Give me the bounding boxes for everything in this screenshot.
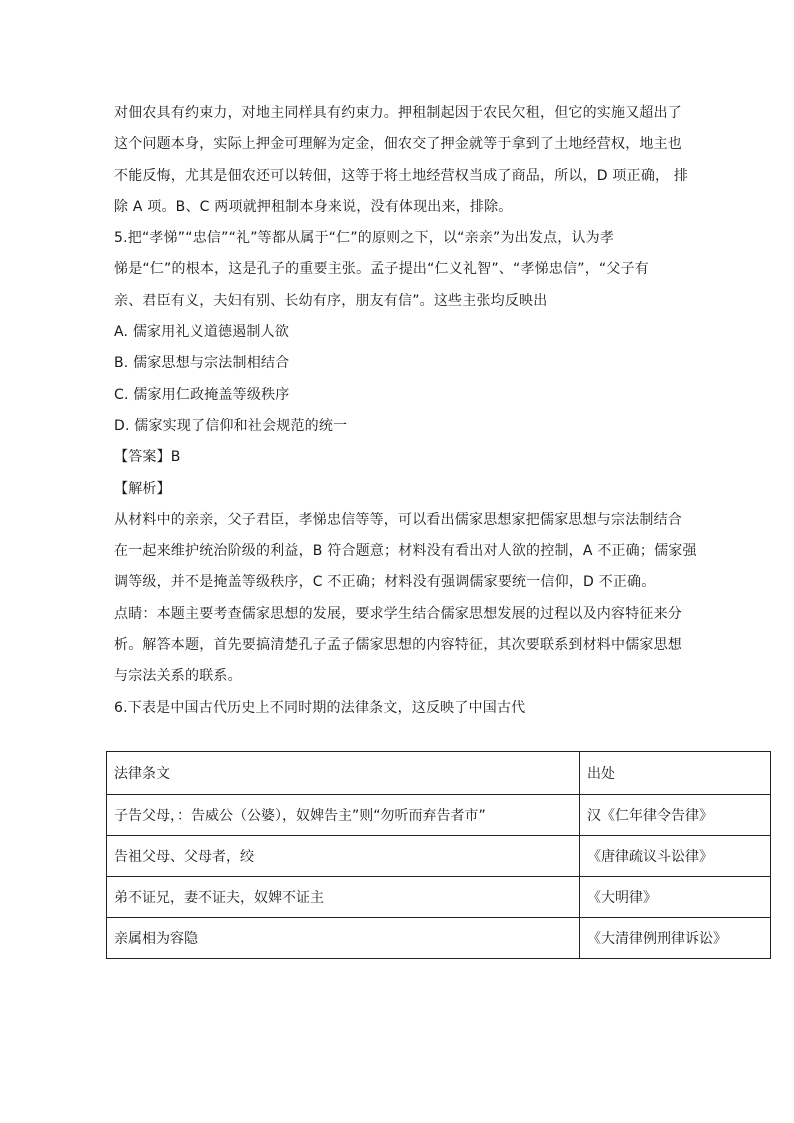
analysis-line: 在一起来维护统治阶级的利益，B 符合题意；材料没有看出对人欲的控制，A 不正确；儒家强 xyxy=(114,543,697,560)
law-text-cell: 子告父母，：告威公（公婆），奴婢告主”则“勿听而弃告者市” xyxy=(107,795,580,836)
analysis-line: 调等级，并不是掩盖等级秩序，C 不正确；材料没有强调儒家要统一信仰，D 不正确。 xyxy=(114,574,656,591)
analysis-label: 【解析】 xyxy=(114,480,171,497)
table-row xyxy=(107,836,771,877)
law-text-cell: 亲属相为容隐 xyxy=(107,918,580,959)
table-row xyxy=(107,795,771,836)
law-table xyxy=(106,751,771,959)
paragraph-line: 除 A 项。B、C 两项就押租制本身来说，没有体现出来，排除。 xyxy=(114,198,513,215)
header-cell-law: 法律条文 xyxy=(107,752,580,795)
source-cell: 《大清律例刑律诉讼》 xyxy=(580,918,771,959)
source-cell: 《大明律》 xyxy=(580,877,771,918)
option-b: B. 儒家思想与宗法制相结合 xyxy=(114,355,290,372)
table-row xyxy=(107,918,771,959)
answer-label: 【答案】B xyxy=(114,449,181,466)
paragraph-line: 对佃农具有约束力，对地主同样具有约束力。押租制起因于农民欠租，但它的实施又超出了 xyxy=(114,105,682,121)
table-header-row xyxy=(107,752,771,795)
comment-line: 点睛：本题主要考查儒家思想的发展，要求学生结合儒家思想发展的过程以及内容特征来分 xyxy=(114,605,682,622)
law-text-cell: 告祖父母、父母者，绞 xyxy=(107,836,580,877)
option-c: C. 儒家用仁政掩盖等级秩序 xyxy=(114,386,290,403)
paragraph-line: 不能反悔，尤其是佃农还可以转佃，这等于将土地经营权当成了商品，所以，D 项正确， 排 xyxy=(114,167,689,184)
document-body xyxy=(114,98,697,724)
comment-line: 析。解答本题，首先要搞清楚孔子孟子儒家思想的内容特征，其次要联系到材料中儒家思想 xyxy=(114,637,682,654)
question-5-stem: 悌是“仁”的根本，这是孔子的重要主张。孟子提出“仁义礼智”、“孝悌忠信”，“父子有 xyxy=(114,261,649,278)
source-cell: 汉《仁年律令告律》 xyxy=(580,795,771,836)
law-text-cell: 弟不证兄，妻不证夫，奴婢不证主 xyxy=(107,877,580,918)
source-cell: 《唐律疏议斗讼律》 xyxy=(580,836,771,877)
header-cell-source: 出处 xyxy=(580,752,771,795)
option-a: A. 儒家用礼义道德遏制人欲 xyxy=(114,324,290,341)
paragraph-line: 这个问题本身，实际上押金可理解为定金，佃农交了押金就等于拿到了土地经营权，地主也 xyxy=(114,136,682,153)
table-row xyxy=(107,877,771,918)
analysis-line: 从材料中的亲亲，父子君臣，孝悌忠信等等，可以看出儒家思想家把儒家思想与宗法制结合 xyxy=(114,511,682,528)
question-6-stem: 6.下表是中国古代历史上不同时期的法律条文，这反映了中国古代 xyxy=(114,699,526,716)
question-5-stem: 5.把“孝悌”“忠信”“礼”等都从属于“仁”的原则之下，以“亲亲”为出发点，认为孝 xyxy=(114,230,615,247)
question-5-stem: 亲、君臣有义，夫妇有别、长幼有序，朋友有信”。这些主张均反映出 xyxy=(114,292,548,309)
option-d: D. 儒家实现了信仰和社会规范的统一 xyxy=(114,417,348,434)
comment-line: 与宗法关系的联系。 xyxy=(114,668,242,685)
